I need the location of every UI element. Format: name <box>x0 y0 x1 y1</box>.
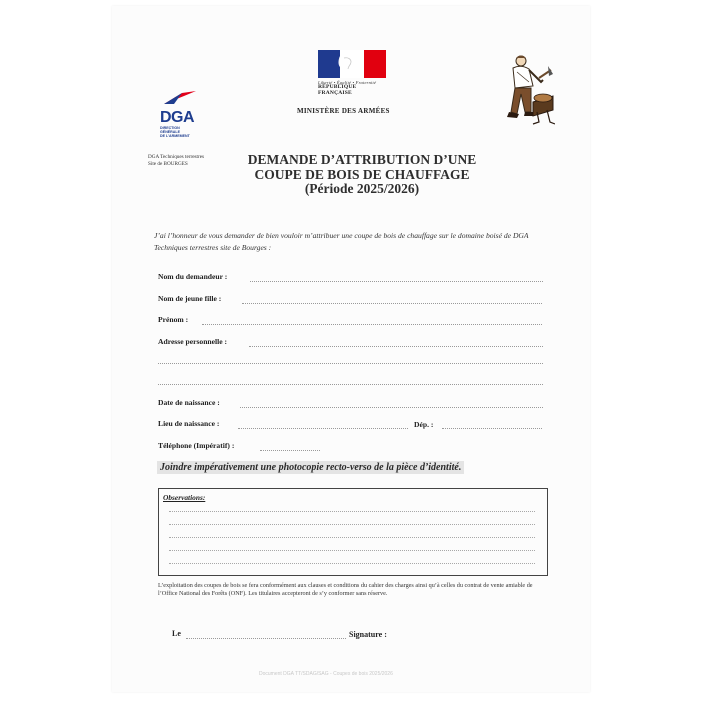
site-line-1: DGA Techniques terrestres <box>148 154 205 160</box>
lumberjack-icon <box>495 52 555 128</box>
observations-line-5[interactable] <box>169 563 535 564</box>
intro-text: J’ai l’honneur de vous demander de bien vouloir m’attribuer une coupe de bois de chauffage sur le domaine boisé de DGA Techniques terrestres site de Bourges : <box>154 231 529 253</box>
adresse-label: Adresse personnelle : <box>158 337 228 346</box>
observations-label: Observations: <box>163 493 206 502</box>
dga-logo <box>160 90 220 138</box>
nom-demandeur-field[interactable] <box>250 281 543 282</box>
lieu-naissance-field[interactable] <box>238 428 408 429</box>
date-naissance-field[interactable] <box>240 407 543 408</box>
form-title <box>207 153 517 197</box>
nom-demandeur-label: Nom du demandeur : <box>158 272 228 281</box>
date-naissance-label: Date de naissance : <box>158 398 220 407</box>
observations-line-1[interactable] <box>169 511 535 512</box>
republic-motto: Liberté • Égalité • Fraternité <box>318 80 377 85</box>
nom-jeune-fille-label: Nom de jeune fille : <box>158 294 222 303</box>
dga-subtitle-3: DE L'ARMEMENT <box>160 133 190 138</box>
dga-wordmark: DGA <box>160 109 195 126</box>
republic-name-line1: RÉPUBLIQUE <box>318 84 357 90</box>
dga-subtitle-2: GÉNÉRALE <box>160 129 180 134</box>
nom-jeune-fille-field[interactable] <box>242 303 542 304</box>
dga-subtitle-1: DIRECTION <box>160 126 180 130</box>
departement-field[interactable] <box>442 428 542 429</box>
adresse-field-line-2[interactable] <box>158 363 543 364</box>
adresse-field-line-3[interactable] <box>158 384 543 385</box>
lieu-naissance-label: Lieu de naissance : <box>158 419 220 428</box>
title-line-1: DEMANDE D’ATTRIBUTION D’UNE <box>247 152 477 167</box>
republique-francaise-logo <box>318 50 388 97</box>
prenom-field[interactable] <box>202 324 542 325</box>
dga-arrow-icon <box>160 90 200 106</box>
identity-notice: Joindre impérativement une photocopie recto-verso de la pièce d’identité. <box>157 461 464 474</box>
title-line-3: (Période 2025/2026) <box>304 181 420 197</box>
marianne-flag-icon <box>318 50 386 78</box>
site-address <box>148 154 204 167</box>
document-footer: Document DGA TT/SDAG/SAG - Coupes de bois 2025/2026 <box>259 671 393 677</box>
form-page <box>112 6 590 692</box>
adresse-field-line-1[interactable] <box>249 346 543 347</box>
departement-label: Dép. : <box>414 420 434 429</box>
telephone-field[interactable] <box>260 450 320 451</box>
prenom-label: Prénom : <box>158 315 189 324</box>
title-line-2: COUPE DE BOIS DE CHAUFFAGE <box>254 166 470 182</box>
date-label: Le <box>172 629 181 638</box>
observations-line-4[interactable] <box>169 550 535 551</box>
observations-line-3[interactable] <box>169 537 535 538</box>
ministry-name: MINISTÈRE DES ARMÉES <box>297 107 390 115</box>
observations-box[interactable] <box>158 488 548 576</box>
observations-line-2[interactable] <box>169 524 535 525</box>
site-line-2: Site de BOURGES <box>148 160 188 167</box>
telephone-label: Téléphone (Impératif) : <box>158 441 235 450</box>
signature-label: Signature : <box>349 630 387 639</box>
conditions-text: L’exploitation des coupes de bois se fera conformément aux clauses et conditions du cahier des charges ainsi qu’à celles du contrat de vente amiable de l’Office National des Forêts (ONF). Les titulaires accepteront de s’y conformer sans réserve. <box>158 582 533 598</box>
date-field[interactable] <box>186 638 346 639</box>
republic-name-line2: FRANÇAISE <box>318 89 352 96</box>
